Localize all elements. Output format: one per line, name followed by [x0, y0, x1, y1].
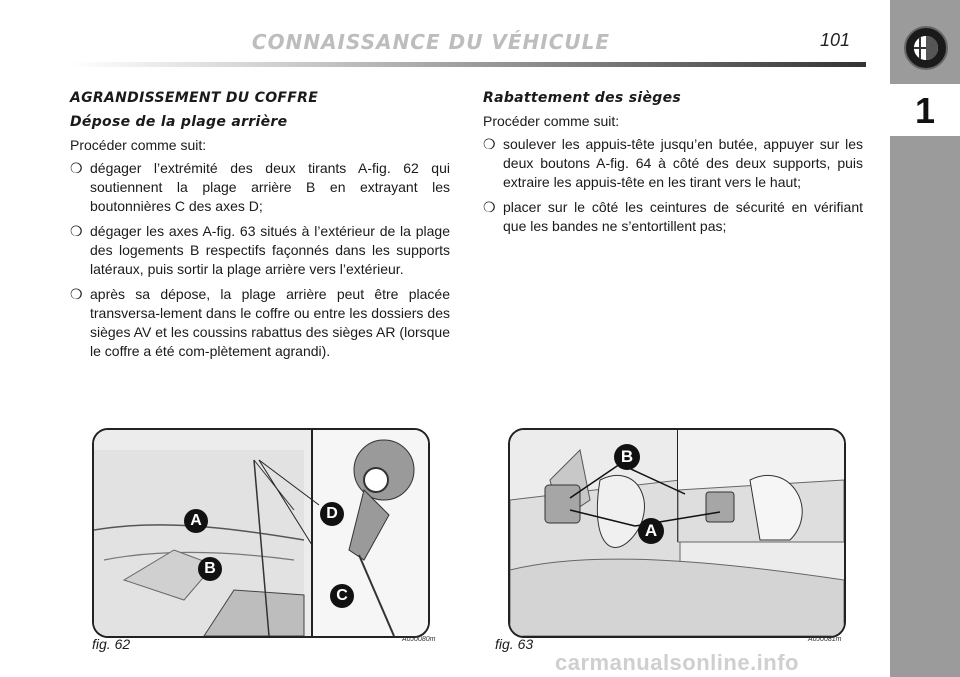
bullet-icon: ❍ [70, 286, 83, 302]
alfa-romeo-logo-icon [904, 26, 948, 70]
figure-63-illustration [508, 428, 846, 638]
figure-label-circle: C [330, 584, 354, 608]
header-rule [70, 62, 866, 67]
figure-caption: fig. 62 [92, 636, 131, 652]
list-item-text: placer sur le côté les ceintures de sécurité en vérifiant que les bandes ne s’entortillent pas; [503, 199, 863, 234]
figure-62-illustration [92, 428, 430, 638]
figure-label-circle: D [320, 502, 344, 526]
chapter-box [890, 84, 960, 136]
figure-label-circle: B [198, 557, 222, 581]
figure-caption: fig. 63 [495, 636, 534, 652]
list-item [70, 159, 450, 216]
bullet-icon: ❍ [70, 160, 83, 176]
list-item-text: dégager l’extrémité des deux tirants A-fig. 62 qui soutiennent la plage arrière B en extrayant les boutonnières C des axes D; [90, 160, 450, 214]
intro-text: Procéder comme suit: [483, 113, 620, 129]
list-item [483, 198, 863, 236]
figure-code: A0J0081m [808, 636, 842, 643]
bullet-icon: ❍ [483, 199, 496, 215]
chapter-number: 1 [914, 90, 936, 131]
watermark-text: carmanualsonline.info [555, 650, 799, 675]
bullet-icon: ❍ [483, 136, 496, 152]
intro-text: Procéder comme suit: [70, 137, 207, 153]
list-item-text: soulever les appuis-tête jusqu’en butée, appuyer sur les deux boutons A-fig. 64 à côté des deux supports, puis extraire les appuis-tête en les tirant vers le haut; [503, 136, 863, 190]
figure-code: A0J0080m [402, 636, 436, 643]
right-column [483, 90, 863, 242]
list-item [483, 135, 863, 192]
figure-label-circle: A [184, 509, 208, 533]
left-column [70, 90, 450, 367]
list-item-text: après sa dépose, la plage arrière peut être placée transversa-lement dans le coffre ou entre les dossiers des sièges AV et les coussins rabattus des sièges AR (lorsque le coffre a été com-plètement agrandi). [90, 286, 450, 359]
list-item [70, 285, 450, 361]
section-subheading: Rabattement des sièges [483, 90, 681, 106]
bullet-icon: ❍ [70, 223, 83, 239]
list-item-text: dégager les axes A-fig. 63 situés à l’extérieur de la plage des logements B respectifs façonnés dans les supports latéraux, puis sortir la plage arrière vers l’extérieur. [90, 223, 450, 277]
page-header-title: CONNAISSANCE DU VÉHICULE [251, 30, 611, 54]
section-subheading: Dépose de la plage arrière [70, 114, 288, 130]
list-item [70, 222, 450, 279]
page-number: 101 [819, 30, 850, 50]
section-heading: AGRANDISSEMENT DU COFFRE [70, 90, 319, 106]
figure-label-circle: A [638, 518, 664, 544]
figure-label-circle: B [614, 444, 640, 470]
